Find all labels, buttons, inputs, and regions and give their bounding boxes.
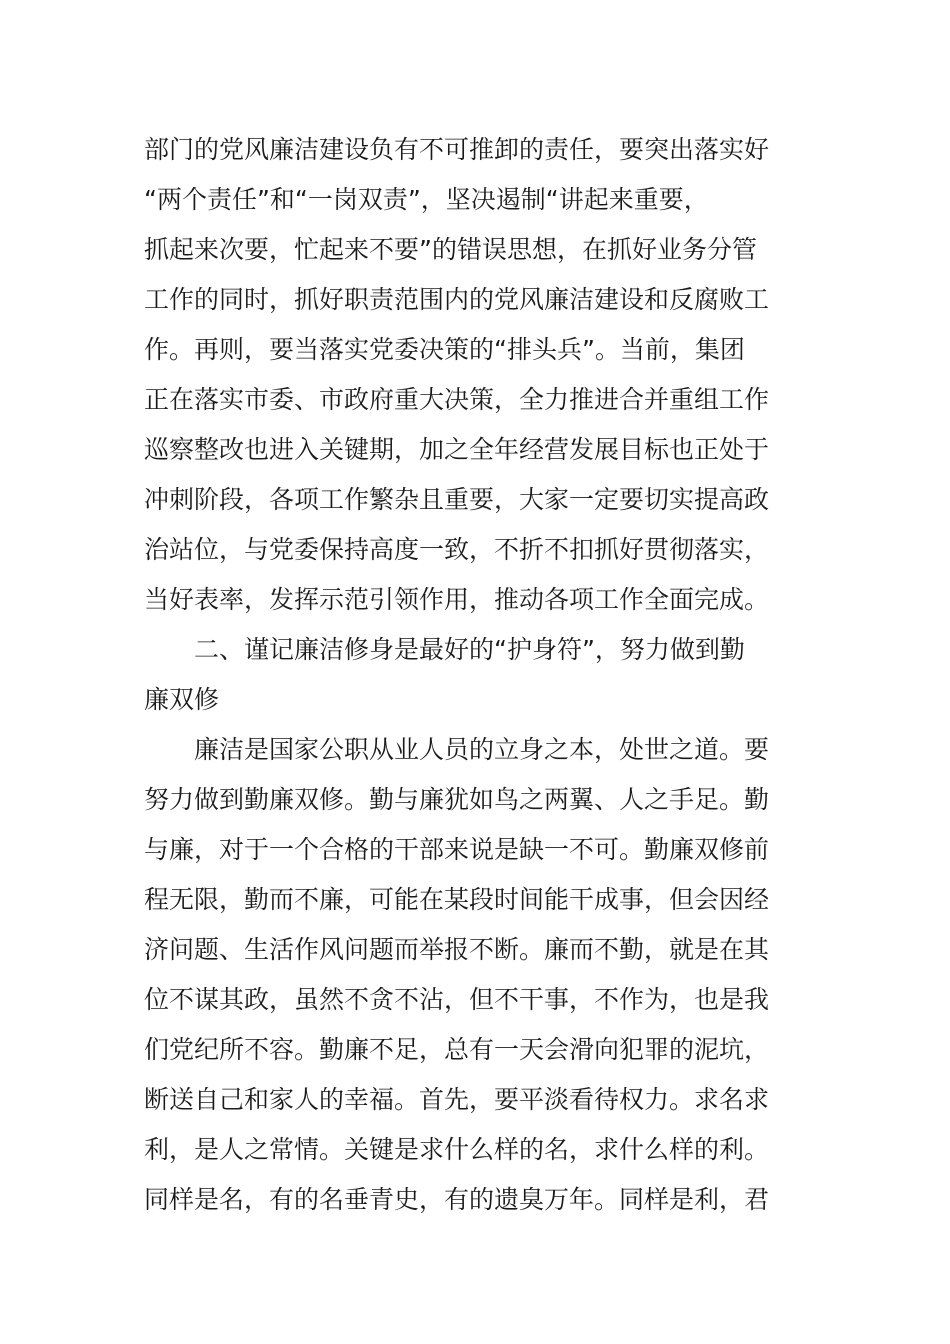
text-line: 利，是人之常情。关键是求什么样的名，求什么样的利。 <box>144 1135 770 1164</box>
text-line: 治站位，与党委保持高度一致，不折不扣抓好贯彻落实， <box>144 535 770 564</box>
text-line: “两个责任”和“一岗双责”，坚决遏制“讲起来重要， <box>144 185 709 214</box>
text-line: 廉洁是国家公职从业人员的立身之本，处世之道。要 <box>194 735 770 764</box>
text-line: 程无限，勤而不廉，可能在某段时间能干成事，但会因经 <box>144 885 770 914</box>
text-line: 部门的党风廉洁建设负有不可推卸的责任，要突出落实好 <box>144 135 770 164</box>
text-line: 位不谋其政，虽然不贪不沾，但不干事，不作为，也是我 <box>144 985 770 1014</box>
document-body <box>144 125 814 1225</box>
text-line: 断送自己和家人的幸福。首先，要平淡看待权力。求名求 <box>144 1085 770 1114</box>
text-line: 抓起来次要，忙起来不要”的错误思想，在抓好业务分管 <box>144 235 757 264</box>
text-line: 正在落实市委、市政府重大决策，全力推进合并重组工作 <box>144 385 770 414</box>
text-line: 作。再则，要当落实党委决策的“排头兵”。当前，集团 <box>144 335 745 364</box>
text-line: 巡察整改也进入关键期，加之全年经营发展目标也正处于 <box>144 435 770 464</box>
text-line: 济问题、生活作风问题而举报不断。廉而不勤，就是在其 <box>144 935 770 964</box>
text-line: 廉双修 <box>144 685 220 714</box>
text-line: 当好表率，发挥示范引领作用，推动各项工作全面完成。 <box>144 585 770 614</box>
text-line: 们党纪所不容。勤廉不足，总有一天会滑向犯罪的泥坑， <box>144 1035 770 1064</box>
text-line: 与廉，对于一个合格的干部来说是缺一不可。勤廉双修前 <box>144 835 770 864</box>
text-line: 工作的同时，抓好职责范围内的党风廉洁建设和反腐败工 <box>144 285 770 314</box>
text-line: 努力做到勤廉双修。勤与廉犹如鸟之两翼、人之手足。勤 <box>144 785 770 814</box>
text-line: 冲刺阶段，各项工作繁杂且重要，大家一定要切实提高政 <box>144 485 770 514</box>
text-line: 同样是名，有的名垂青史，有的遗臭万年。同样是利，君 <box>144 1185 770 1214</box>
text-line: 二、谨记廉洁修身是最好的“护身符”，努力做到勤 <box>194 635 745 664</box>
